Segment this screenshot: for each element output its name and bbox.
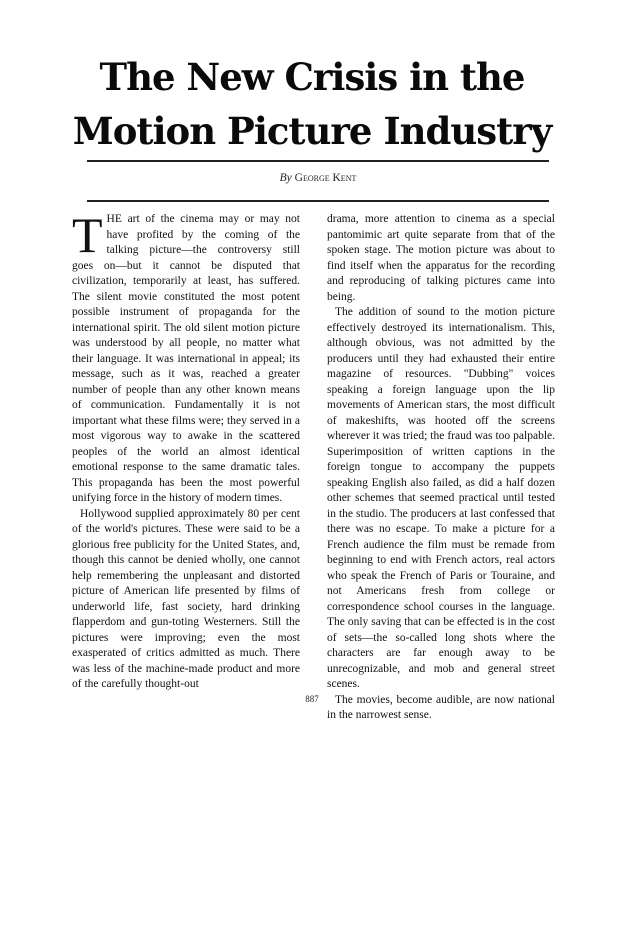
byline-rule bbox=[87, 200, 549, 202]
column-left bbox=[72, 207, 301, 690]
opening-word-rest: HE bbox=[106, 213, 122, 225]
author-name: George Kent bbox=[294, 172, 357, 184]
drop-cap: T bbox=[72, 207, 103, 263]
page-number: 887 bbox=[305, 694, 319, 704]
paragraph-text: art of the cinema may or may not have profited by the coming of the talking picture—the controversy still goes on—but it cannot be disputed that civilization, temporarily at least, has suffered. The silent movie constituted the most potent possible instrument of propaganda for the international spirit. The old silent motion picture was understood by all people, no matter what their language. It was international in appeal; its message, such as it was, reached a greater number of people than any other known means of communication. Fundamentally it is not important what these films were; they served in a most vigorous way to awake in the scattered peoples of the world an almost identical emotional response to the same dramatic tales. This propaganda has been the most powerful unifying force in the history of modern times. bbox=[72, 213, 301, 504]
byline-prefix: By bbox=[279, 172, 292, 184]
paragraph: The addition of sound to the motion picture effectively destroyed its internationalism. This, although obvious, was not admitted by the producers until they had exhausted their entire magazine of resources. "Dubbing" voices speaking a foreign language upon the lip movements of American stars, the most difficult of makeshifts, was hooted off the screens wherever it was tried; the fraud was too palpable. Superimposition of written captions in the foreign tongue to accompany the puppets speaking English also failed, as did a half dozen other schemes that seemed practical until tested in the studio. The producers at last confessed that there was no escape. To make a picture for a French audience the film must be remade from beginning to end with French actors, real actors who speak the French of Paris or Touraine, and not Americans fresh from college or correspondence school courses in the language. The only saving that can be effected is in the cost of sets—the so-called long shots where the characters are far enough away to be unrecognizable, and mob and general street scenes. bbox=[327, 306, 555, 690]
title-rule bbox=[87, 160, 549, 162]
paragraph: The movies, become audible, are now national in the narrowest sense. bbox=[327, 693, 555, 721]
article-title: The New Crisis in the Motion Picture Industry bbox=[72, 55, 552, 153]
paragraph: Hollywood supplied approximately 80 per cent of the world's pictures. These were said to be a glorious free publicity for the United States, and, though this cannot be denied wholly, one cannot help remembering the unpleasant and distorted picture of American life presented by films of underworld life, fast society, hard drinking flapperdom and gun-toting Westerners. Still the pictures were improving; even the most exasperated of critics admitted as much. There was less of the machine-made product and more of the carefully thought-out bbox=[72, 507, 300, 690]
paragraph: drama, more attention to cinema as a special pantomimic art quite separate from that of the spoken stage. The motion picture was about to find itself when the apparatus for the recording and reproducing of talking pictures came into being. bbox=[327, 213, 555, 303]
byline bbox=[87, 172, 549, 184]
paragraph bbox=[72, 207, 301, 507]
column-right bbox=[327, 212, 555, 721]
